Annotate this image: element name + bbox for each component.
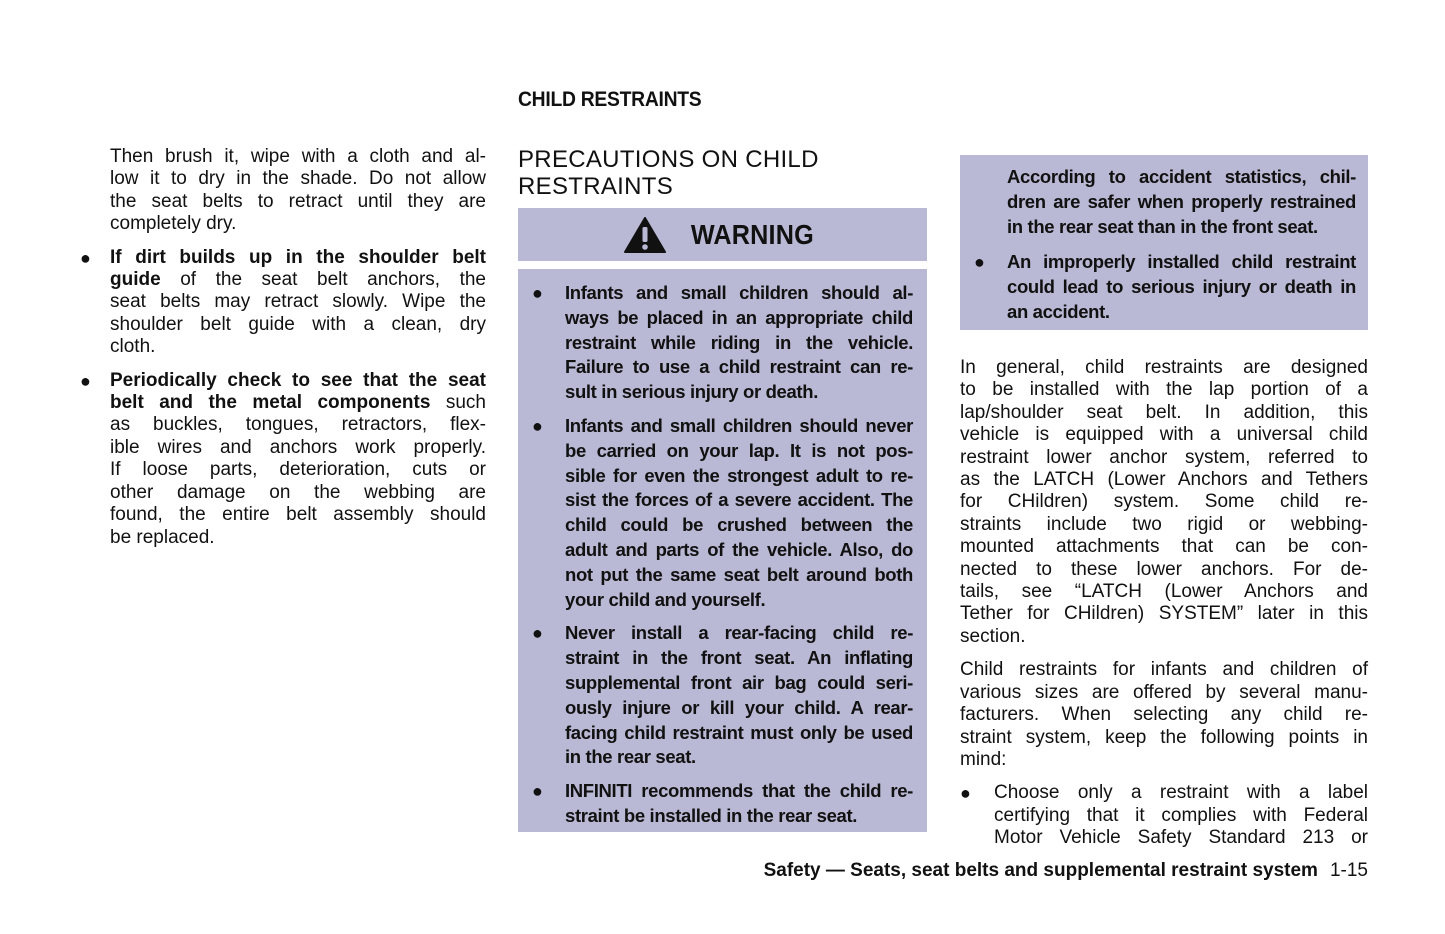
- text-line: straint system, keep the following points in: [960, 726, 1368, 748]
- text-line: restraint lower anchor system, referred to: [960, 446, 1368, 468]
- text-line: an accident.: [1007, 300, 1110, 322]
- text-line: facturers. When selecting any child re-: [960, 704, 1368, 726]
- bold-text: belt and the metal components: [110, 392, 431, 414]
- warning-continued-box: [960, 155, 1368, 330]
- bullet-item: [532, 621, 913, 770]
- text-line: Infants and small children should never: [565, 414, 913, 436]
- right-column: [960, 357, 1368, 861]
- text-line: ways be placed in an appropriate child: [565, 306, 913, 328]
- paragraph: [960, 659, 1368, 771]
- warning-label: WARNING: [690, 218, 815, 250]
- text-line: Infants and small children should al-: [565, 282, 913, 303]
- text-line: shoulder belt guide with a clean, dry: [110, 313, 486, 335]
- text-line: lap/shoulder seat belt. In addition, this: [960, 401, 1368, 423]
- text-line: dren are safer when properly restrained: [1007, 190, 1356, 212]
- text-line: found, the entire belt assembly should: [110, 504, 486, 526]
- left-column: [80, 146, 486, 560]
- text-line: nected to these lower anchors. For de-: [960, 558, 1368, 580]
- normal-text: of the seat belt anchors, the: [160, 269, 486, 291]
- text-line: your child and yourself.: [565, 588, 766, 610]
- text-line: Choose only a restraint with a label: [994, 782, 1368, 804]
- bullet-item: [80, 246, 486, 359]
- text-line: low it to dry in the shade. Do not allow: [110, 168, 486, 190]
- text-line: be replaced.: [110, 526, 215, 548]
- text-line: If loose parts, deterioration, cuts or: [110, 459, 486, 481]
- text-line: ously injure or kill your child. A rear-: [565, 696, 913, 718]
- text-line: not put the same seat belt around both: [565, 563, 913, 585]
- text-line: INFINITI recommends that the child re-: [565, 780, 913, 802]
- text-line: straint in the front seat. An inflating: [565, 647, 913, 669]
- text-line: Failure to use a child restraint can re-: [565, 356, 913, 378]
- text-line: mind:: [960, 748, 1007, 770]
- text-line: [110, 269, 486, 291]
- bullet-icon: ●: [532, 415, 543, 436]
- text-line: various sizes are offered by several manu-: [960, 681, 1368, 703]
- text-line: as the LATCH (Lower Anchors and Tethers: [960, 469, 1368, 491]
- text-line: restraint while riding in the vehicle.: [565, 331, 913, 353]
- warning-triangle-icon: [624, 217, 666, 253]
- text-line: as buckles, tongues, retractors, flex-: [110, 414, 486, 436]
- text-line: Motor Vehicle Safety Standard 213 or: [994, 827, 1368, 849]
- text-line: be carried on your lap. It is not pos-: [565, 439, 913, 461]
- text-line: Tether for CHildren) SYSTEM” later in this: [960, 603, 1368, 625]
- paragraph: [960, 357, 1368, 648]
- text-line: could lead to serious injury or death in: [1007, 276, 1356, 298]
- warning-body: [518, 269, 927, 832]
- text-line: for CHildren) system. Some child re-: [960, 491, 1368, 513]
- bold-text: If dirt builds up in the shoulder belt: [110, 246, 486, 268]
- text-line: supplemental front air bag could seri-: [565, 671, 913, 693]
- text-line: other damage on the webbing are: [110, 481, 486, 503]
- bullet-icon: ●: [974, 252, 985, 273]
- text-line: tails, see “LATCH (Lower Anchors and: [960, 581, 1368, 603]
- text-line: ible wires and anchors work properly.: [110, 436, 486, 458]
- text-line: sible for even the strongest adult to re-: [565, 464, 913, 486]
- text-line: in the rear seat than in the front seat.: [1007, 215, 1318, 237]
- text-line: [110, 392, 486, 414]
- text-line: Never install a rear-facing child re-: [565, 622, 913, 644]
- text-line: certifying that it complies with Federal: [994, 804, 1368, 826]
- text-line: vehicle is equipped with a universal child: [960, 424, 1368, 446]
- bold-text: Periodically check to see that the seat: [110, 369, 486, 391]
- bullet-icon: ●: [532, 283, 543, 303]
- paragraph: [1007, 165, 1356, 239]
- bullet-item: [532, 414, 913, 612]
- text-line: Child restraints for infants and children of: [960, 659, 1368, 681]
- footer-chapter: Safety — Seats, seat belts and supplemental restraint system: [763, 860, 1318, 881]
- text-line: adult and parts of the vehicle. Also, do: [565, 538, 913, 560]
- text-line: completely dry.: [110, 213, 237, 235]
- text-line: An improperly installed child restraint: [1007, 251, 1356, 273]
- bullet-icon: ●: [532, 623, 543, 644]
- text-line: cloth.: [110, 336, 156, 358]
- bullet-item: [80, 369, 486, 549]
- text-line: the seat belts to retract until they are: [110, 190, 486, 212]
- bullet-item: [960, 782, 1368, 849]
- text-line: seat belts may retract slowly. Wipe the: [110, 291, 486, 313]
- bullet-icon: ●: [960, 783, 971, 804]
- text-line: sult in serious injury or death.: [565, 381, 818, 403]
- page-footer: [764, 860, 1368, 882]
- section-title: CHILD RESTRAINTS: [518, 88, 702, 111]
- bold-text: guide: [110, 269, 161, 291]
- text-line: section.: [960, 625, 1026, 647]
- section-heading: [518, 146, 918, 200]
- bullet-icon: ●: [80, 247, 91, 268]
- text-line: facing child restraint must only be used: [565, 721, 913, 743]
- text-line: Then brush it, wipe with a cloth and al-: [110, 146, 486, 167]
- text-line: In general, child restraints are designed: [960, 357, 1368, 378]
- normal-text: such: [430, 392, 486, 414]
- heading-line: RESTRAINTS: [518, 173, 674, 200]
- text-line: [110, 247, 486, 269]
- bullet-icon: ●: [532, 781, 543, 802]
- text-line: According to accident statistics, chil-: [1007, 166, 1356, 187]
- paragraph: [110, 146, 486, 236]
- bullet-icon: ●: [80, 370, 91, 391]
- text-line: straint be installed in the rear seat.: [565, 804, 858, 826]
- text-line: in the rear seat.: [565, 746, 696, 768]
- text-line: sist the forces of a severe accident. The: [565, 489, 913, 511]
- bullet-item: [974, 250, 1356, 324]
- heading-line: PRECAUTIONS ON CHILD: [518, 146, 819, 173]
- page-number: 1-15: [1329, 860, 1368, 881]
- text-line: mounted attachments that can be con-: [960, 536, 1368, 558]
- bullet-item: [532, 779, 913, 829]
- warning-header: [518, 208, 927, 261]
- text-line: to be installed with the lap portion of a: [960, 379, 1368, 401]
- text-line: child could be crushed between the: [565, 514, 913, 536]
- bullet-item: [532, 281, 913, 405]
- text-line: straints include two rigid or webbing-: [960, 513, 1368, 535]
- text-line: [110, 370, 486, 392]
